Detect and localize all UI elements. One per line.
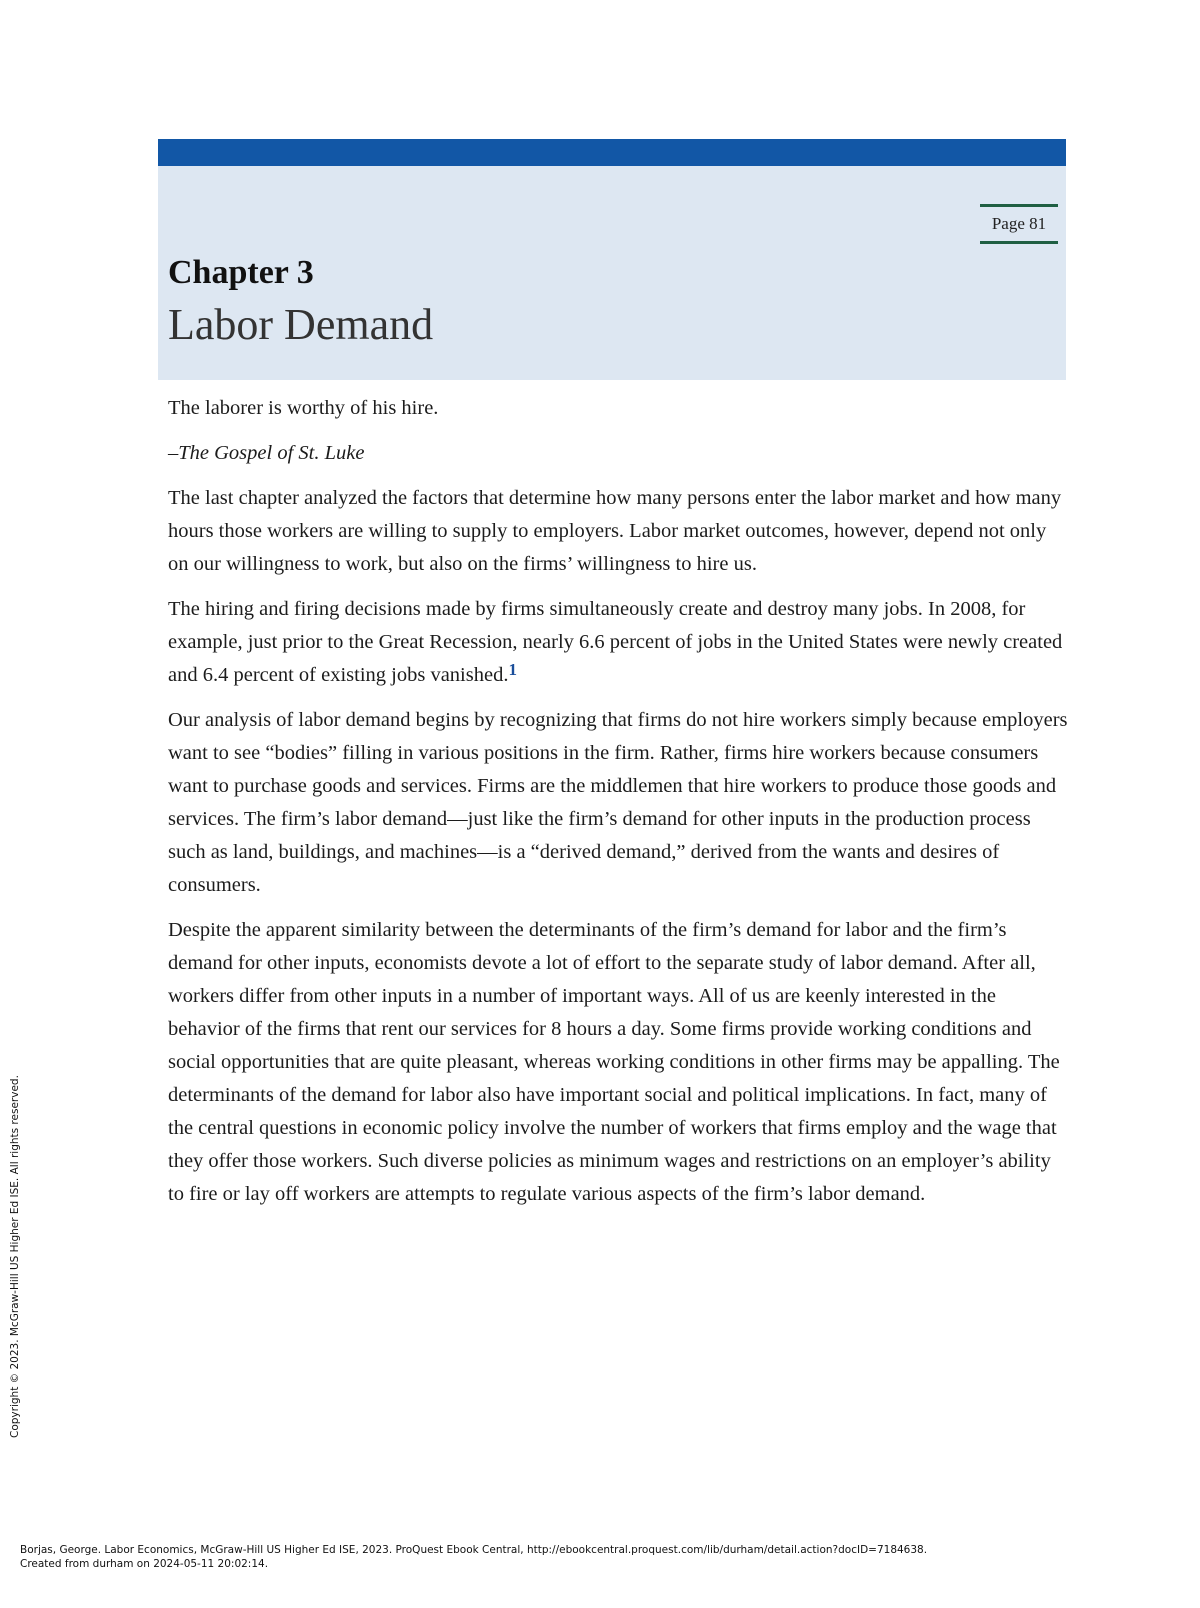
paragraph-2-text: The hiring and firing decisions made by firms simultaneously create and destroy many jobs. In 2008, for example, just prior to the Great Recession, nearly 6.6 percent of jobs in the United States were newly created and 6.4 percent of existing jobs vanished.: [168, 598, 1063, 686]
chapter-body: [168, 392, 1068, 1223]
page-number-marker: Page 81: [980, 204, 1058, 244]
paragraph-2: [168, 593, 1068, 692]
footnote-link[interactable]: 1: [508, 660, 517, 679]
citation-footer: [20, 1543, 1190, 1571]
citation-line: Borjas, George. Labor Economics, McGraw-Hill US Higher Ed ISE, 2023. ProQuest Ebook Central, http://ebookcentral.proquest.com/lib/durham/detail.action?docID=7184638.: [20, 1544, 928, 1556]
epigraph-quote: The laborer is worthy of his hire.: [168, 397, 439, 419]
epigraph-source: –The Gospel of St. Luke: [168, 442, 365, 464]
paragraph-4: Despite the apparent similarity between the determinants of the firm’s demand for labor and the firm’s demand for other inputs, economists devote a lot of effort to the separate study of labor demand. After all, workers differ from other inputs in a number of important ways. All of us are keenly interested in the behavior of the firms that rent our services for 8 hours a day. Some firms provide working conditions and social opportunities that are quite pleasant, whereas working conditions in other firms may be appalling. The determinants of the demand for labor also have important social and political implications. In fact, many of the central questions in economic policy involve the number of workers that firms employ and the wage that they offer those workers. Such diverse policies as minimum wages and restrictions on an employer’s ability to fire or lay off workers are attempts to regulate various aspects of the firm’s labor demand.: [168, 919, 1060, 1205]
copyright-notice: Copyright © 2023. McGraw-Hill US Higher Ed ISE. All rights reserved.: [9, 1075, 21, 1438]
paragraph-1: The last chapter analyzed the factors that determine how many persons enter the labor market and how many hours those workers are willing to supply to employers. Labor market outcomes, however, depend not only on our willingness to work, but also on the firms’ willingness to hire us.: [168, 487, 1062, 575]
chapter-title: Labor Demand: [168, 300, 434, 349]
chapter-header: [158, 139, 1066, 380]
header-accent-bar: [158, 139, 1066, 166]
paragraph-3: Our analysis of labor demand begins by recognizing that firms do not hire workers simply because employers want to see “bodies” filling in various positions in the firm. Rather, firms hire workers because consumers want to purchase goods and services. Firms are the middlemen that hire workers to produce those goods and services. The firm’s labor demand—just like the firm’s demand for other inputs in the production process such as land, buildings, and machines—is a “derived demand,” derived from the wants and desires of consumers.: [168, 709, 1068, 896]
created-line: Created from durham on 2024-05-11 20:02:14.: [20, 1558, 269, 1570]
chapter-number: Chapter 3: [168, 254, 314, 291]
